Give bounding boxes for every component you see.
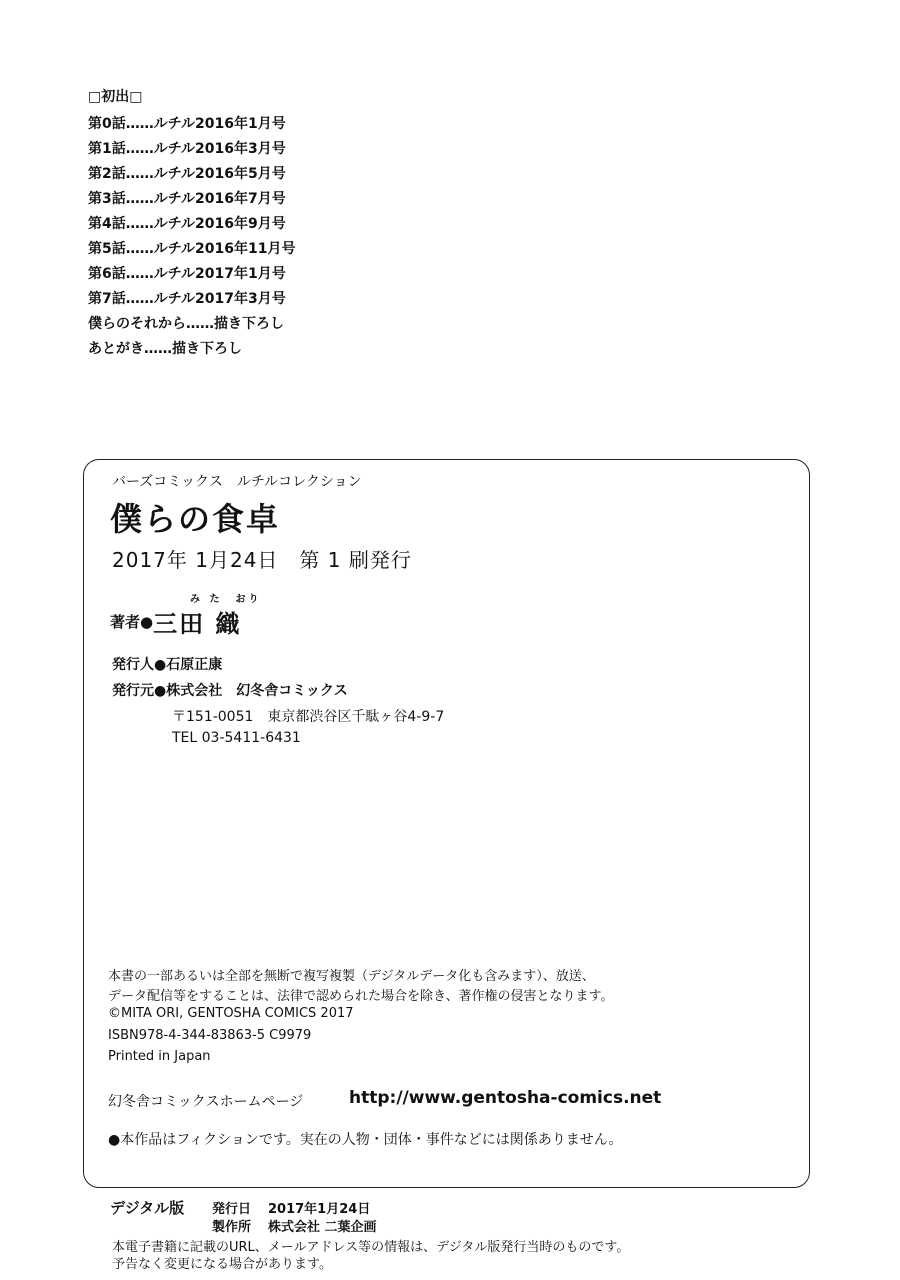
list-item: 第6話……ルチル2017年1月号 <box>88 266 286 282</box>
publisher-person: 発行人●石原正康 <box>112 657 223 673</box>
list-item: 僕らのそれから……描き下ろし <box>88 316 284 332</box>
list-item: 第4話……ルチル2016年9月号 <box>88 216 286 232</box>
publisher-tel: TEL 03-5411-6431 <box>172 730 301 746</box>
list-item: 第5話……ルチル2016年11月号 <box>88 241 296 257</box>
list-item: あとがき……描き下ろし <box>88 341 242 357</box>
digital-note-line: 本電子書籍に記載のURL、メールアドレス等の情報は、デジタル版発行当時のものです。 <box>112 1240 630 1255</box>
list-item: 第1話……ルチル2016年3月号 <box>88 141 286 157</box>
printed-in: Printed in Japan <box>108 1049 211 1064</box>
digital-note-line: 予告なく変更になる場合があります。 <box>112 1257 332 1272</box>
list-item: 第3話……ルチル2016年7月号 <box>88 191 286 207</box>
author-name: 三田 織 <box>153 610 242 638</box>
issue-date-value: 2017年1月24日 <box>268 1202 371 1217</box>
digital-issue-date <box>212 1198 370 1217</box>
homepage-url: http://www.gentosha-comics.net <box>349 1088 662 1108</box>
author-label: 著者● <box>110 613 154 631</box>
first-appearance-heading: □初出□ <box>88 89 143 105</box>
publisher-address: 〒151-0051 東京都渋谷区千駄ヶ谷4-9-7 <box>172 709 445 725</box>
digital-edition-label: デジタル版 <box>110 1199 185 1217</box>
list-item: 第2話……ルチル2016年5月号 <box>88 166 286 182</box>
fiction-notice: ●本作品はフィクションです。実在の人物・団体・事件などには関係ありません。 <box>108 1132 623 1148</box>
author-ruby: み た おり <box>190 594 262 605</box>
copyright: ©MITA ORI, GENTOSHA COMICS 2017 <box>108 1006 354 1021</box>
producer-value: 株式会社 二葉企画 <box>268 1220 377 1235</box>
copyright-notice-line: データ配信等をすることは、法律で認められた場合を除き、著作権の侵害となります。 <box>108 989 614 1004</box>
homepage-label: 幻冬舎コミックスホームページ <box>108 1094 304 1110</box>
issue-date-key: 発行日 <box>212 1202 252 1217</box>
series-name: バーズコミックス ルチルコレクション <box>112 474 362 490</box>
list-item: 第7話……ルチル2017年3月号 <box>88 291 286 307</box>
isbn: ISBN978-4-344-83863-5 C9979 <box>108 1028 312 1043</box>
publication-date: 2017年 1月24日 第 1 刷発行 <box>112 548 412 572</box>
digital-producer <box>212 1216 377 1235</box>
list-item: 第0話……ルチル2016年1月号 <box>88 116 286 132</box>
book-title: 僕らの食卓 <box>110 500 281 538</box>
first-appearance-list <box>88 114 296 364</box>
producer-key: 製作所 <box>212 1220 252 1235</box>
copyright-notice-line: 本書の一部あるいは全部を無断で複写複製（デジタルデータ化も含みます）、放送、 <box>108 969 595 984</box>
publisher-company: 発行元●株式会社 幻冬舎コミックス <box>112 683 348 699</box>
